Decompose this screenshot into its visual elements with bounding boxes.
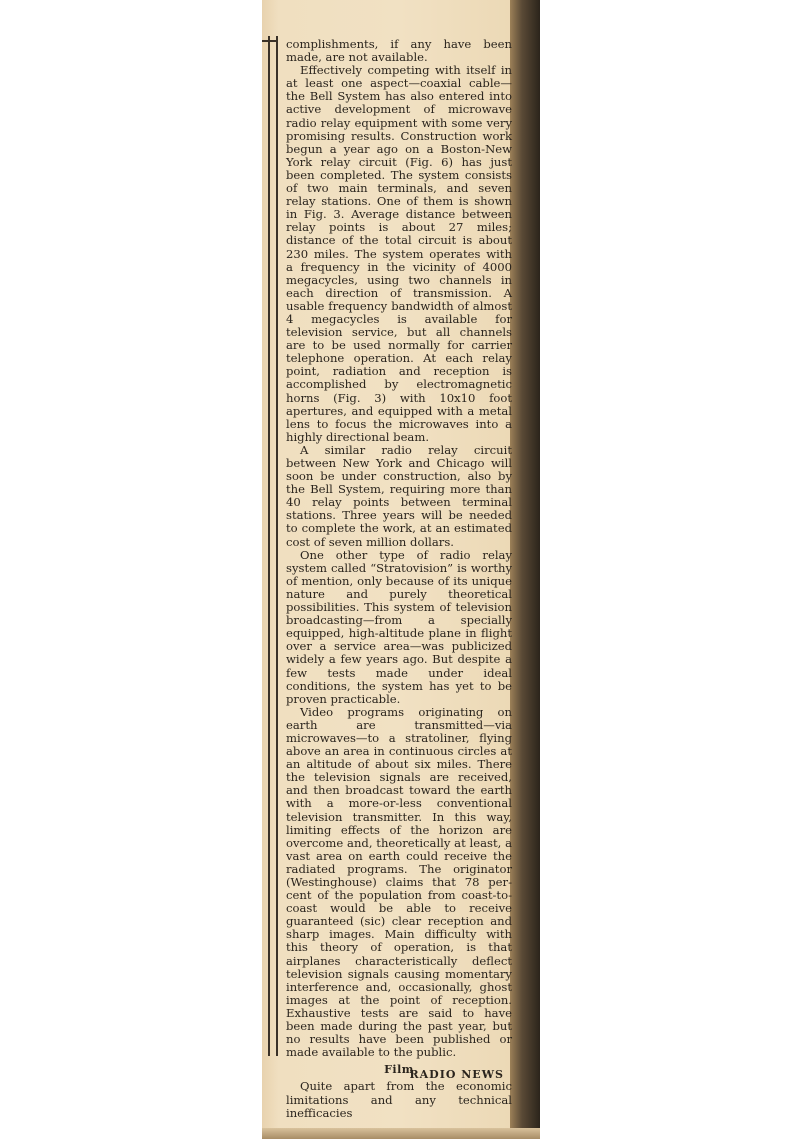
article-paragraph: One other type of radio relay system called “Stratovision” is worthy of mention, only because of its unique nature and purely theoretical possibilities. This system of television broadcasting—from a specially equipped, high-altitude plane in flight over a service area—was publicized widely a few years ago. But despite a few tests made under ideal conditions, the system has yet to be proven practicable. <box>286 547 512 706</box>
article-paragraph: A similar radio relay circuit between New York and Chicago will soon be under construction, also by the Bell System, requiring more than 40 relay points between terminal stations. Three years will be needed to complete the work, at an estimated cost of seven million dollars. <box>286 442 512 549</box>
margin-rule-outer <box>268 36 270 1056</box>
page-bottom-edge <box>262 1128 540 1139</box>
page-gutter-shadow <box>510 0 540 1139</box>
margin-rule-top-tick <box>262 40 278 42</box>
magazine-footer: RADIO NEWS <box>409 1068 504 1081</box>
margin-rule-inner <box>276 36 278 1056</box>
article-paragraph: Effectively competing with itself in at least one aspect—coaxial cable—the Bell System has also entered into active development of microwave radio relay equipment with some very promising results. Construction work begun a year ago on a Boston-New York relay circuit (Fig. 6) has just been completed. The system consists of two main terminals, and seven relay stations. One of them is shown in Fig. 3. Average distance between relay points is about 27 miles; distance of the total circuit is about 230 miles. The system operates with a frequency in the vicinity of 4000 megacycles, using two channels in each direction of transmission. A usable frequency bandwidth of almost 4 megacycles is available for television service, but all channels are to be used normally for carrier telephone operation. At each relay point, radiation and reception is accomplished by electromagnetic horns (Fig. 3) with 10x10 foot apertures, and equipped with a metal lens to focus the microwaves into a highly directional beam. <box>286 63 512 444</box>
article-paragraph: Video programs originating on earth are transmitted—via microwaves—to a stratoliner, flying above an area in continuous circles at an altitude of about six miles. There the television signals are received, and then broadcast toward the earth with a more-or-less conventional television transmitter. In this way, limiting effects of the horizon are overcome and, theoretically at least, a vast area on earth could receive the radiated programs. The originator (Westinghouse) claims that 78 per-cent of the population from coast-to-coast would be able to receive guaranteed (sic) clear reception and sharp images. Main difficulty with this theory of operation, is that airplanes characteristically deflect television signals causing momentary interference and, occasionally, ghost images at the point of reception. Exhaustive tests are said to have been made during the past year, but no results have been published or made available to the public. <box>286 704 512 1060</box>
article-column <box>286 38 512 1120</box>
section-heading: Film <box>384 1063 414 1077</box>
article-paragraph: complishments, if any have been made, are not available. <box>286 37 512 65</box>
article-paragraph: Quite apart from the economic limitations and any technical inefficacies <box>286 1079 512 1120</box>
